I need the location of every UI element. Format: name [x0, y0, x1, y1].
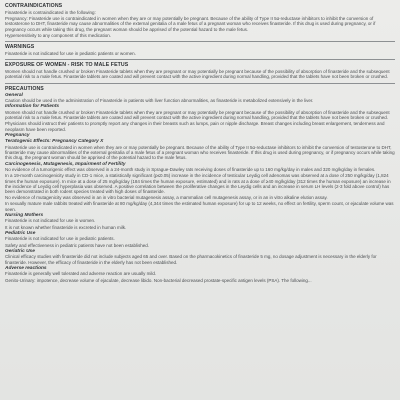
subsection-title: Carcinogenesis, Mutagenesis, Impairment of Fertility	[5, 161, 126, 167]
section	[5, 3, 395, 38]
section-heading: PRECAUTIONS	[5, 85, 44, 92]
paragraph: Pregnancy: Finasteride use is contraindicated in women when they are or may potentially be pregnant. Because of the ability of Type II 5α-reductase inhibitors to inhibit the conversion of testosterone to DHT, finasteride may cause abnormalities of the external genitalia of a male fetus of a pregnant woman who receives finasteride. If this drug is used during pregnancy, or if pregnancy occurs while taking this drug, the pregnant woman should be apprised of the potential hazard to the male fetus.	[5, 16, 376, 32]
subsection-title: Pregnancy	[5, 132, 30, 138]
paragraph: Finasteride use is contraindicated in women when they are or may potentially be pregnant. Because of the ability of Type II 5α-reductase inhibitors to inhibit the conversion of testosterone to DHT, finasteride may cause abnormalities of the external genitalia of a male fetus of a pregnant woman who receives finasteride. If this drug is used during pregnancy, or if pregnancy occurs while taking this drug, the pregnant woman should be apprised of the potential hazard to the male fetus.	[5, 145, 395, 161]
paragraph: Finasteride is generally well tolerated and adverse reaction are usually mild.	[5, 271, 157, 277]
subsection-title: Nursing Mothers	[5, 212, 44, 218]
section	[5, 86, 395, 283]
paragraph: In sexually mature male rabbits treated with finasteride at 80 mg/kg/day (4,344 times the estimated human exposure) for up to 12 weeks, no effect on fertility, sperm count, or ejaculate volume was seen.	[5, 201, 394, 212]
section-heading: EXPOSURE OF WOMEN - RISK TO MALE FETUS	[5, 62, 129, 69]
section-heading: WARNINGS	[5, 44, 35, 51]
paragraph: Genito-Urinary: impotence, decrease volume of ejaculate, decrease libido. Non-bacterial decreased prostate-specific antigen levels (PSA). The following...	[5, 277, 312, 283]
paragraph: Physicians should instruct their patients to promptly report any changes in their breasts such as lumps, pain or nipple discharge. Breast changes including breast enlargement, tenderness and neoplasm have been reported.	[5, 121, 385, 132]
paragraph: Finasteride is contraindicated in the following:	[5, 10, 96, 15]
section	[5, 62, 395, 79]
paragraph: Finasteride is not indicated for use in pediatric patients.	[5, 236, 115, 242]
section-divider	[5, 41, 395, 42]
paragraph: Finasteride is not indicated for use in pediatric patients or women.	[5, 51, 136, 57]
subsection-title: Information for Patients	[5, 104, 60, 110]
section-divider	[5, 83, 395, 84]
paragraph: Women should not handle crushed or broken Finasteride tablets when they are pregnant or may potentially be pregnant because of the possibility of absorption of finasteride and the subsequent potential risk to a male fetus. Finasteride tablets are coated and will prevent contact with the active ingredient during normal handling, provided that the tablets have not been broken or crushed.	[5, 110, 390, 121]
paragraph: It is not known whether finasteride is excreted in human milk.	[5, 224, 127, 230]
paragraph: No evidence of mutagenicity was observed in an in vitro bacterial mutagenesis assay, a mammalian cell mutagenesis assay, or in an in vitro alkaline elution assay.	[5, 195, 328, 201]
subsection-title: Teratogenic Effects: Pregnancy Category X	[5, 139, 104, 145]
section	[5, 44, 395, 56]
paragraph: Clinical efficacy studies with finasteride did not include subjects aged 65 and over. Based on the pharmacokinetics of finasteride 5 mg, no dosage adjustment is necessary in the elderly for finasteride. However, the efficacy of finasteride in the elderly has not been established.	[5, 254, 377, 265]
paragraph: Safety and effectiveness in pediatric patients have not been established.	[5, 242, 150, 248]
paragraph: No evidence of a tumorigenic effect was observed in a 24-month study in Sprague-Dawley rats receiving doses of finasteride up to 160 mg/kg/day in males and 320 mg/kg/day in females.	[5, 167, 376, 173]
paragraph: In a 19-month carcinogenicity study in CD-1 mice, a statistically significant (p≤0.05) increase in the incidence of testicular Leydig cell adenomas was observed at a dose of 250 mg/kg/day (1,824 times the human exposure). In mice at a dose of 25 mg/kg/day (184 times the human exposure, estimated) and in rats at a dose of ≥40 mg/kg/day (312 times the human exposure) an increase in the incidence of Leydig cell hyperplasia was observed. A positive correlation between the proliferative changes in the Leydig cells and an increase in serum LH levels (2-3 fold above control) has been demonstrated in both rodent species treated with high doses of finasteride.	[5, 173, 391, 195]
paragraph: Women should not handle crushed or broken Finasteride tablets when they are pregnant or may potentially be pregnant because of the possibility of absorption of finasteride and the subsequent potential risk to a male fetus. Finasteride tablets are coated and will prevent contact with the active ingredient during normal handling, provided that the tablets have not been broken or crushed.	[5, 69, 390, 80]
subsection-title: Geriatric Use	[5, 248, 35, 254]
paragraph: Finasteride is not indicated for use in women.	[5, 218, 96, 224]
section-divider	[5, 59, 395, 60]
paragraph: Hypersensitivity to any component of this medication.	[5, 32, 112, 38]
section-heading: CONTRAINDICATIONS	[5, 3, 63, 9]
subsection-title: Pediatric Use	[5, 230, 36, 236]
subsection-title: General	[5, 92, 23, 98]
paragraph: Caution should be used in the administration of Finasteride in patients with liver function abnormalities, as finasteride is metabolized extensively in the liver.	[5, 98, 314, 104]
subsection-title: Adverse reactions	[5, 265, 47, 271]
